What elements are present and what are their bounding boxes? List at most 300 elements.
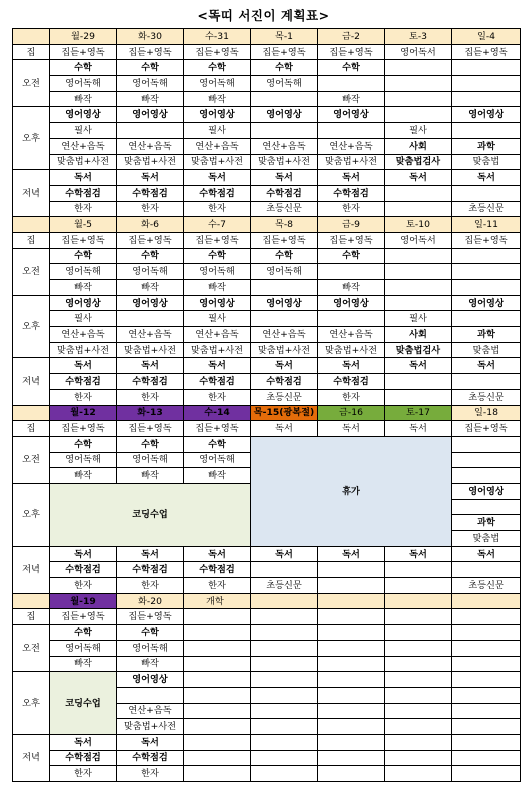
day-header: 목-8 bbox=[251, 217, 318, 233]
schedule-cell: 독서 bbox=[318, 170, 385, 186]
schedule-cell: 맞춤법 bbox=[452, 531, 521, 547]
schedule-cell: 수학점검 bbox=[184, 562, 251, 578]
day-header: 화-30 bbox=[117, 29, 184, 45]
empty-cell bbox=[385, 91, 452, 107]
header-corner bbox=[13, 217, 50, 233]
week2-pm-row bbox=[13, 311, 521, 327]
empty-cell bbox=[452, 766, 521, 782]
schedule-cell: 연산+음독 bbox=[117, 138, 184, 154]
schedule-cell: 독서 bbox=[318, 546, 385, 562]
schedule-cell: 집듣+영독 bbox=[251, 232, 318, 248]
schedule-cell: 독서 bbox=[184, 170, 251, 186]
day-header: 수-7 bbox=[184, 217, 251, 233]
week2-am-row bbox=[13, 248, 521, 264]
schedule-cell: 수학 bbox=[117, 436, 184, 452]
schedule-cell: 한자 bbox=[50, 389, 117, 405]
schedule-cell: 맞춤법+사전 bbox=[318, 154, 385, 170]
day-header: 화-6 bbox=[117, 217, 184, 233]
empty-cell bbox=[251, 562, 318, 578]
week1-pm-row bbox=[13, 107, 521, 123]
schedule-cell: 초등신문 bbox=[251, 201, 318, 217]
schedule-cell: 영어독해 bbox=[117, 640, 184, 656]
row-label-home: 집 bbox=[13, 44, 50, 60]
schedule-cell: 영어독해 bbox=[117, 452, 184, 468]
schedule-cell: 영어영상 bbox=[452, 107, 521, 123]
schedule-cell: 영어독해 bbox=[184, 452, 251, 468]
empty-cell bbox=[452, 609, 521, 625]
empty-cell bbox=[318, 640, 385, 656]
schedule-cell: 수학 bbox=[117, 248, 184, 264]
empty-cell bbox=[385, 185, 452, 201]
schedule-cell: 집듣+영독 bbox=[50, 421, 117, 437]
empty-cell bbox=[385, 703, 452, 719]
schedule-cell: 연산+음독 bbox=[117, 327, 184, 343]
day-header: 토-10 bbox=[385, 217, 452, 233]
week2-pm-row bbox=[13, 327, 521, 343]
empty-cell bbox=[184, 750, 251, 766]
schedule-cell: 수학점검 bbox=[184, 185, 251, 201]
day-header: 월-19 bbox=[50, 593, 117, 609]
day-header: 금-2 bbox=[318, 29, 385, 45]
empty-cell bbox=[452, 640, 521, 656]
empty-cell bbox=[452, 76, 521, 92]
coding-class-block: 코딩수업 bbox=[50, 483, 251, 546]
empty-cell bbox=[452, 248, 521, 264]
day-header: 월-5 bbox=[50, 217, 117, 233]
empty-cell bbox=[318, 703, 385, 719]
empty-cell bbox=[117, 687, 184, 703]
schedule-cell: 맞춤법검사 bbox=[385, 342, 452, 358]
header-corner bbox=[13, 593, 50, 609]
schedule-cell: 집듣+영독 bbox=[117, 609, 184, 625]
schedule-cell: 독서 bbox=[117, 734, 184, 750]
schedule-cell: 연산+음독 bbox=[50, 138, 117, 154]
schedule-cell: 수학 bbox=[251, 60, 318, 76]
schedule-cell: 영어독서 bbox=[385, 232, 452, 248]
schedule-cell: 영어영상 bbox=[318, 107, 385, 123]
schedule-cell: 맞춤법검사 bbox=[385, 154, 452, 170]
schedule-cell: 수학 bbox=[50, 60, 117, 76]
schedule-cell: 맞춤법 bbox=[452, 342, 521, 358]
empty-cell bbox=[184, 734, 251, 750]
schedule-cell: 집듣+영독 bbox=[50, 232, 117, 248]
schedule-cell: 영어영상 bbox=[184, 295, 251, 311]
schedule-cell: 수학점검 bbox=[50, 185, 117, 201]
day-header: 월-29 bbox=[50, 29, 117, 45]
row-label-morning: 오전 bbox=[13, 436, 50, 483]
schedule-cell: 초등신문 bbox=[452, 201, 521, 217]
schedule-cell: 집듣+영독 bbox=[50, 609, 117, 625]
schedule-cell: 빠작 bbox=[117, 91, 184, 107]
empty-cell bbox=[385, 264, 452, 280]
schedule-cell: 빠작 bbox=[184, 91, 251, 107]
school-start-header: 개학 bbox=[184, 593, 251, 609]
schedule-cell: 독서 bbox=[184, 358, 251, 374]
empty-cell bbox=[184, 625, 251, 641]
row-label-morning: 오전 bbox=[13, 248, 50, 295]
row-label-home: 집 bbox=[13, 421, 50, 437]
schedule-cell: 사회 bbox=[385, 138, 452, 154]
schedule-cell: 독서 bbox=[184, 546, 251, 562]
empty-cell bbox=[452, 625, 521, 641]
schedule-cell: 연산+음독 bbox=[184, 327, 251, 343]
schedule-cell: 한자 bbox=[184, 389, 251, 405]
week1-ev-row bbox=[13, 201, 521, 217]
week2-ev-row bbox=[13, 358, 521, 374]
schedule-cell: 수학점검 bbox=[50, 750, 117, 766]
empty-cell bbox=[251, 687, 318, 703]
schedule-cell: 수학 bbox=[318, 60, 385, 76]
schedule-cell: 수학 bbox=[50, 436, 117, 452]
row-label-evening: 저녁 bbox=[13, 170, 50, 217]
header-corner bbox=[13, 29, 50, 45]
schedule-cell: 맞춤법+사전 bbox=[117, 154, 184, 170]
schedule-cell: 수학 bbox=[184, 60, 251, 76]
schedule-cell: 수학 bbox=[251, 248, 318, 264]
day-header: 토-17 bbox=[385, 405, 452, 421]
schedule-cell: 빠작 bbox=[117, 468, 184, 484]
week2-header-row bbox=[13, 217, 521, 233]
schedule-cell: 집듣+영독 bbox=[184, 421, 251, 437]
schedule-cell: 필사 bbox=[385, 123, 452, 139]
schedule-cell: 영어독해 bbox=[184, 76, 251, 92]
schedule-cell: 영어영상 bbox=[251, 295, 318, 311]
empty-cell bbox=[318, 609, 385, 625]
empty-cell bbox=[117, 123, 184, 139]
empty-cell bbox=[452, 672, 521, 688]
day-header: 화-20 bbox=[117, 593, 184, 609]
schedule-cell: 한자 bbox=[184, 578, 251, 594]
schedule-cell: 독서 bbox=[452, 358, 521, 374]
schedule-cell: 수학 bbox=[50, 625, 117, 641]
schedule-cell: 독서 bbox=[452, 546, 521, 562]
week4-home-row bbox=[13, 609, 521, 625]
empty-cell bbox=[385, 201, 452, 217]
schedule-table bbox=[12, 28, 521, 782]
schedule-cell: 영어독해 bbox=[50, 264, 117, 280]
empty-cell bbox=[184, 640, 251, 656]
week1-am-row bbox=[13, 60, 521, 76]
schedule-cell: 집듣+영독 bbox=[318, 44, 385, 60]
empty-cell bbox=[251, 280, 318, 296]
week4-ev-row bbox=[13, 734, 521, 750]
empty-cell bbox=[385, 107, 452, 123]
empty-cell bbox=[251, 719, 318, 735]
empty-cell bbox=[251, 91, 318, 107]
row-label-afternoon: 오후 bbox=[13, 672, 50, 735]
empty-cell bbox=[251, 734, 318, 750]
schedule-cell: 영어영상 bbox=[117, 107, 184, 123]
week3-ev-row bbox=[13, 546, 521, 562]
row-label-evening: 저녁 bbox=[13, 358, 50, 405]
week4-ev-row bbox=[13, 766, 521, 782]
empty-cell bbox=[318, 766, 385, 782]
week1-home-row bbox=[13, 44, 521, 60]
week2-pm-row bbox=[13, 342, 521, 358]
schedule-cell: 독서 bbox=[50, 170, 117, 186]
schedule-cell: 한자 bbox=[50, 578, 117, 594]
week4-am-row bbox=[13, 656, 521, 672]
empty-cell bbox=[318, 672, 385, 688]
week2-ev-row bbox=[13, 389, 521, 405]
schedule-cell: 독서 bbox=[251, 358, 318, 374]
schedule-cell: 독서 bbox=[385, 421, 452, 437]
schedule-cell: 과학 bbox=[452, 515, 521, 531]
day-header-empty bbox=[318, 593, 385, 609]
empty-cell bbox=[385, 248, 452, 264]
empty-cell bbox=[385, 60, 452, 76]
empty-cell bbox=[184, 766, 251, 782]
schedule-cell: 한자 bbox=[117, 578, 184, 594]
schedule-cell: 독서 bbox=[50, 546, 117, 562]
schedule-cell: 빠작 bbox=[117, 280, 184, 296]
empty-cell bbox=[385, 687, 452, 703]
empty-cell bbox=[452, 123, 521, 139]
empty-cell bbox=[385, 280, 452, 296]
schedule-cell: 영어영상 bbox=[318, 295, 385, 311]
schedule-cell: 영어영상 bbox=[452, 483, 521, 499]
day-header: 월-12 bbox=[50, 405, 117, 421]
empty-cell bbox=[452, 436, 521, 452]
schedule-cell: 수학 bbox=[318, 248, 385, 264]
schedule-cell: 수학점검 bbox=[117, 374, 184, 390]
schedule-cell: 독서 bbox=[50, 734, 117, 750]
schedule-cell: 연산+음독 bbox=[50, 327, 117, 343]
schedule-cell: 연산+음독 bbox=[251, 138, 318, 154]
empty-cell bbox=[318, 578, 385, 594]
schedule-cell: 과학 bbox=[452, 138, 521, 154]
empty-cell bbox=[318, 625, 385, 641]
row-label-afternoon: 오후 bbox=[13, 107, 50, 170]
week4-am-row bbox=[13, 625, 521, 641]
empty-cell bbox=[318, 656, 385, 672]
empty-cell bbox=[452, 264, 521, 280]
schedule-cell: 집듣+영독 bbox=[452, 421, 521, 437]
week3-header-row bbox=[13, 405, 521, 421]
schedule-cell: 빠작 bbox=[117, 656, 184, 672]
week1-ev-row bbox=[13, 185, 521, 201]
schedule-cell: 집듣+영독 bbox=[318, 232, 385, 248]
empty-cell bbox=[452, 562, 521, 578]
day-header: 금-16 bbox=[318, 405, 385, 421]
empty-cell bbox=[318, 687, 385, 703]
week2-am-row bbox=[13, 264, 521, 280]
empty-cell bbox=[385, 750, 452, 766]
page-title: <똑띠 서진이 계획표> bbox=[197, 8, 330, 23]
schedule-cell: 한자 bbox=[117, 766, 184, 782]
week1-ev-row bbox=[13, 170, 521, 186]
day-header-holiday: 목-15(광복절) bbox=[251, 405, 318, 421]
schedule-cell: 영어영상 bbox=[452, 295, 521, 311]
schedule-cell: 맞춤법 bbox=[452, 154, 521, 170]
schedule-cell: 독서 bbox=[251, 546, 318, 562]
day-header: 화-13 bbox=[117, 405, 184, 421]
schedule-cell: 연산+음독 bbox=[251, 327, 318, 343]
schedule-cell: 집듣+영독 bbox=[117, 232, 184, 248]
week1-am-row bbox=[13, 76, 521, 92]
empty-cell bbox=[251, 625, 318, 641]
empty-cell bbox=[452, 374, 521, 390]
schedule-cell: 맞춤법+사전 bbox=[50, 154, 117, 170]
empty-cell bbox=[251, 750, 318, 766]
empty-cell bbox=[452, 499, 521, 515]
empty-cell bbox=[385, 609, 452, 625]
empty-cell bbox=[452, 656, 521, 672]
schedule-cell: 독서 bbox=[117, 358, 184, 374]
schedule-cell: 집듣+영독 bbox=[251, 44, 318, 60]
schedule-cell: 집듣+영독 bbox=[50, 44, 117, 60]
schedule-cell: 사회 bbox=[385, 327, 452, 343]
day-header: 일-18 bbox=[452, 405, 521, 421]
row-label-home: 집 bbox=[13, 232, 50, 248]
schedule-cell: 집듣+영독 bbox=[452, 44, 521, 60]
week3-home-row bbox=[13, 421, 521, 437]
schedule-cell: 수학점검 bbox=[117, 562, 184, 578]
empty-cell bbox=[184, 719, 251, 735]
schedule-cell: 집듣+영독 bbox=[117, 421, 184, 437]
schedule-cell: 한자 bbox=[184, 201, 251, 217]
schedule-cell: 맞춤법+사전 bbox=[251, 154, 318, 170]
schedule-cell: 맞춤법+사전 bbox=[184, 154, 251, 170]
schedule-cell: 초등신문 bbox=[452, 389, 521, 405]
schedule-cell: 초등신문 bbox=[452, 578, 521, 594]
empty-cell bbox=[251, 123, 318, 139]
schedule-cell: 필사 bbox=[184, 311, 251, 327]
empty-cell bbox=[452, 687, 521, 703]
row-label-evening: 저녁 bbox=[13, 546, 50, 593]
schedule-cell: 집듣+영독 bbox=[184, 232, 251, 248]
schedule-cell: 빠작 bbox=[50, 656, 117, 672]
schedule-cell: 한자 bbox=[50, 766, 117, 782]
schedule-cell: 영어독해 bbox=[117, 264, 184, 280]
empty-cell bbox=[385, 76, 452, 92]
empty-cell bbox=[251, 640, 318, 656]
schedule-cell: 한자 bbox=[117, 201, 184, 217]
empty-cell bbox=[184, 672, 251, 688]
schedule-cell: 영어독해 bbox=[50, 640, 117, 656]
empty-cell bbox=[452, 452, 521, 468]
day-header: 일-11 bbox=[452, 217, 521, 233]
schedule-cell: 연산+음독 bbox=[318, 327, 385, 343]
empty-cell bbox=[452, 750, 521, 766]
schedule-cell: 독서 bbox=[251, 170, 318, 186]
day-header: 토-3 bbox=[385, 29, 452, 45]
day-header: 목-1 bbox=[251, 29, 318, 45]
schedule-cell: 빠작 bbox=[50, 468, 117, 484]
schedule-cell: 독서 bbox=[117, 170, 184, 186]
schedule-cell: 수학점검 bbox=[117, 750, 184, 766]
empty-cell bbox=[251, 656, 318, 672]
week2-home-row bbox=[13, 232, 521, 248]
schedule-cell: 독서 bbox=[452, 170, 521, 186]
week2-pm-row bbox=[13, 295, 521, 311]
schedule-cell: 영어영상 bbox=[117, 295, 184, 311]
schedule-cell: 필사 bbox=[50, 123, 117, 139]
empty-cell bbox=[385, 625, 452, 641]
empty-cell bbox=[452, 468, 521, 484]
day-header: 수-31 bbox=[184, 29, 251, 45]
day-header: 일-4 bbox=[452, 29, 521, 45]
week1-am-row bbox=[13, 91, 521, 107]
schedule-cell: 영어영상 bbox=[184, 107, 251, 123]
schedule-cell: 영어독해 bbox=[50, 452, 117, 468]
schedule-cell: 독서 bbox=[50, 358, 117, 374]
schedule-cell: 맞춤법+사전 bbox=[117, 342, 184, 358]
day-header-empty bbox=[452, 593, 521, 609]
row-label-home: 집 bbox=[13, 609, 50, 625]
empty-cell bbox=[251, 672, 318, 688]
schedule-cell: 연산+음독 bbox=[184, 138, 251, 154]
schedule-cell: 맞춤법+사전 bbox=[117, 719, 184, 735]
schedule-cell: 독서 bbox=[318, 421, 385, 437]
empty-cell bbox=[385, 578, 452, 594]
schedule-cell: 한자 bbox=[318, 201, 385, 217]
schedule-cell: 초등신문 bbox=[251, 578, 318, 594]
empty-cell bbox=[385, 374, 452, 390]
row-label-morning: 오전 bbox=[13, 625, 50, 672]
schedule-cell: 수학 bbox=[184, 436, 251, 452]
schedule-cell: 수학 bbox=[117, 625, 184, 641]
empty-cell bbox=[318, 123, 385, 139]
empty-cell bbox=[385, 719, 452, 735]
schedule-cell: 필사 bbox=[385, 311, 452, 327]
schedule-cell: 맞춤법+사전 bbox=[50, 342, 117, 358]
empty-cell bbox=[318, 562, 385, 578]
schedule-cell: 영어영상 bbox=[50, 107, 117, 123]
schedule-cell: 독서 bbox=[385, 170, 452, 186]
schedule-cell: 빠작 bbox=[50, 91, 117, 107]
schedule-cell: 집듣+영독 bbox=[452, 232, 521, 248]
schedule-cell: 수학점검 bbox=[318, 185, 385, 201]
week3-ev-row bbox=[13, 562, 521, 578]
empty-cell bbox=[452, 60, 521, 76]
schedule-cell: 수학점검 bbox=[184, 374, 251, 390]
empty-cell bbox=[385, 640, 452, 656]
schedule-cell: 빠작 bbox=[50, 280, 117, 296]
schedule-cell: 수학점검 bbox=[318, 374, 385, 390]
schedule-cell: 필사 bbox=[184, 123, 251, 139]
empty-cell bbox=[385, 734, 452, 750]
day-header-empty bbox=[251, 593, 318, 609]
empty-cell bbox=[385, 656, 452, 672]
empty-cell bbox=[184, 656, 251, 672]
schedule-cell: 집듣+영독 bbox=[117, 44, 184, 60]
row-label-morning: 오전 bbox=[13, 60, 50, 107]
empty-cell bbox=[318, 264, 385, 280]
header-corner bbox=[13, 405, 50, 421]
schedule-cell: 영어독서 bbox=[385, 44, 452, 60]
empty-cell bbox=[318, 76, 385, 92]
empty-cell bbox=[452, 91, 521, 107]
empty-cell bbox=[385, 672, 452, 688]
empty-cell bbox=[184, 703, 251, 719]
empty-cell bbox=[452, 185, 521, 201]
day-header: 금-9 bbox=[318, 217, 385, 233]
schedule-cell: 연산+음독 bbox=[117, 703, 184, 719]
schedule-cell: 독서 bbox=[385, 358, 452, 374]
empty-cell bbox=[452, 734, 521, 750]
day-header: 수-14 bbox=[184, 405, 251, 421]
schedule-cell: 빠작 bbox=[184, 280, 251, 296]
schedule-cell: 집듣+영독 bbox=[184, 44, 251, 60]
schedule-cell: 수학점검 bbox=[50, 562, 117, 578]
coding-class-block: 코딩수업 bbox=[50, 672, 117, 735]
schedule-cell: 초등신문 bbox=[251, 389, 318, 405]
schedule-cell: 맞춤법+사전 bbox=[251, 342, 318, 358]
empty-cell bbox=[184, 687, 251, 703]
week4-ev-row bbox=[13, 750, 521, 766]
schedule-cell: 영어독해 bbox=[117, 76, 184, 92]
